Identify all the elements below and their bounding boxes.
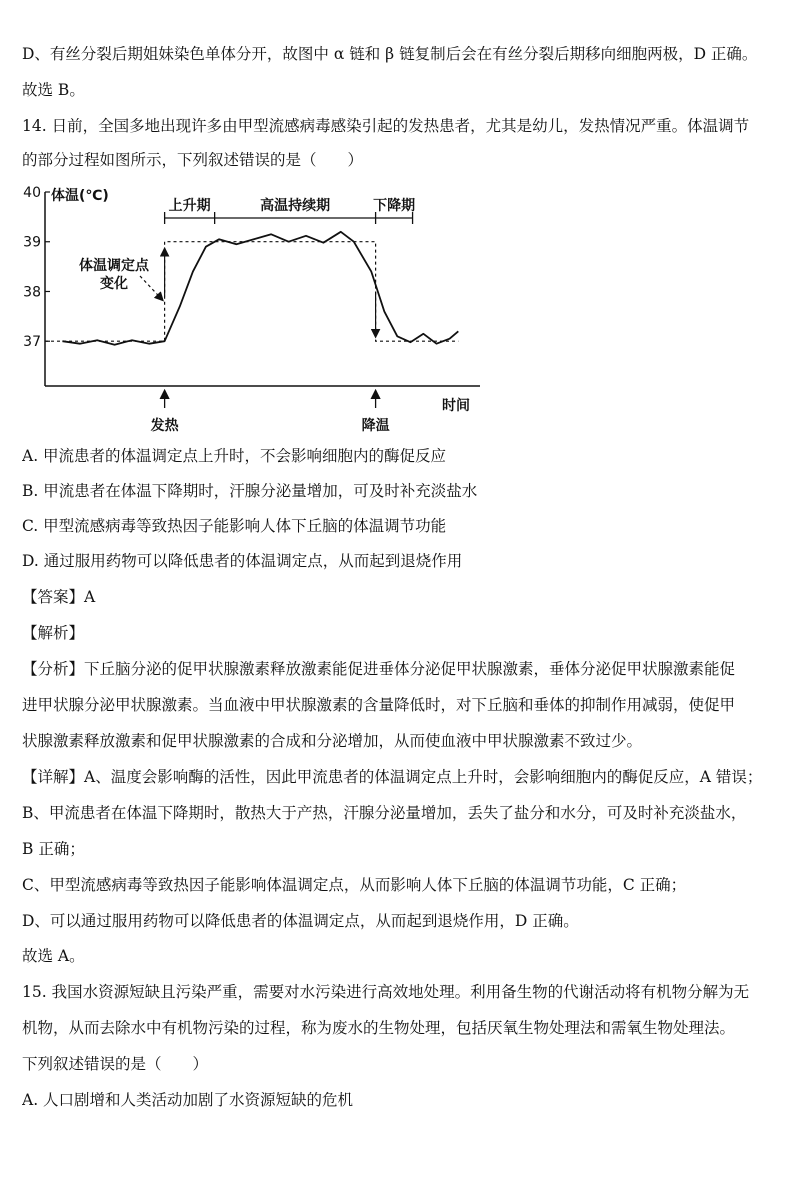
setpoint-change-label: 变化 [100, 276, 128, 292]
question-15-option-a: A. 人口剧增和人类活动加剧了水资源短缺的危机 [22, 1091, 354, 1109]
question-15-stem-line2: 机物，从而去除水中有机物污染的过程，称为废水的生物处理，包括厌氧生物处理法和需氧生物处理法。 [22, 1019, 736, 1037]
question-15-stem-line3: 下列叙述错误的是（ ） [22, 1055, 209, 1073]
option-b: B. 甲流患者在体温下降期时，汗腺分泌量增加，可及时补充淡盐水 [22, 482, 478, 500]
x-axis-label: 时间 [442, 398, 470, 414]
prev-option-d-explanation: D、有丝分裂后期姐妹染色单体分开，故图中 α 链和 β 链复制后会在有丝分裂后期移向细胞两极，D 正确。 [22, 45, 758, 63]
setpoint-change-label: 体温调定点 [79, 258, 149, 274]
y-tick-label: 40 [23, 185, 41, 201]
phase-label: 上升期 [168, 198, 211, 214]
phase-brackets [165, 197, 415, 224]
xiangjie-line5: D、可以通过服用药物可以降低患者的体温调定点，从而起到退烧作用，D 正确。 [22, 912, 579, 930]
xiangjie-line2: B、甲流患者在体温下降期时，散热大于产热，汗腺分泌量增加，丢失了盐分和水分，可及时补充淡盐水， [22, 804, 747, 822]
prev-conclusion: 故选 B。 [22, 81, 85, 99]
xiangjie-line1: 【详解】A、温度会影响酶的活性，因此甲流患者的体温调定点上升时，会影响细胞内的酶促反应，A 错误； [22, 768, 763, 786]
y-tick-label: 39 [23, 234, 41, 251]
fenxi-line1: 【分析】下丘脑分泌的促甲状腺激素释放激素能促进垂体分泌促甲状腺激素，垂体分泌促甲状腺激素能促 [22, 660, 736, 678]
body-temperature-chart [20, 180, 490, 442]
fever-label: 发热 [150, 418, 179, 434]
cooling-label: 降温 [361, 418, 390, 434]
xiangjie-conclusion: 故选 A。 [22, 947, 85, 965]
chart-annotations [79, 252, 390, 434]
question-15-stem-line1: 15. 我国水资源短缺且污染严重，需要对水污染进行高效地处理。利用备生物的代谢活动将有机物分解为无 [22, 983, 750, 1001]
xiangjie-line4: C、甲型流感病毒等致热因子能影响体温调定点，从而影响人体下丘脑的体温调节功能，C 正确； [22, 876, 687, 894]
y-tick-label: 38 [23, 284, 41, 301]
y-ticks [23, 185, 50, 350]
question-14-stem-line1: 14. 日前，全国多地出现许多由甲型流感病毒感染引起的发热患者，尤其是幼儿，发热情况严重。体温调节 [22, 117, 750, 135]
y-tick-label: 37 [23, 334, 41, 351]
phase-label: 下降期 [373, 198, 416, 214]
analysis-heading: 【解析】 [22, 624, 85, 642]
option-a: A. 甲流患者的体温调定点上升时，不会影响细胞内的酶促反应 [22, 447, 447, 465]
fenxi-line2: 进甲状腺分泌甲状腺激素。当血液中甲状腺激素的含量降低时，对下丘脑和垂体的抑制作用减弱，使促甲 [22, 696, 736, 714]
setpoint-pointer-arrow [140, 276, 161, 298]
question-14-stem-line2: 的部分过程如图所示，下列叙述错误的是（ ） [22, 151, 364, 169]
phase-label: 高温持续期 [260, 198, 331, 214]
y-axis-label: 体温(℃) [51, 188, 109, 204]
option-d: D. 通过服用药物可以降低患者的体温调定点，从而起到退烧作用 [22, 552, 463, 570]
xiangjie-line3: B 正确； [22, 840, 85, 858]
option-c: C. 甲型流感病毒等致热因子能影响人体下丘脑的体温调节功能 [22, 517, 447, 535]
fenxi-line3: 状腺激素释放激素和促甲状腺激素的合成和分泌增加，从而使血液中甲状腺激素不致过少。 [22, 732, 643, 750]
answer-label: 【答案】A [22, 588, 96, 606]
